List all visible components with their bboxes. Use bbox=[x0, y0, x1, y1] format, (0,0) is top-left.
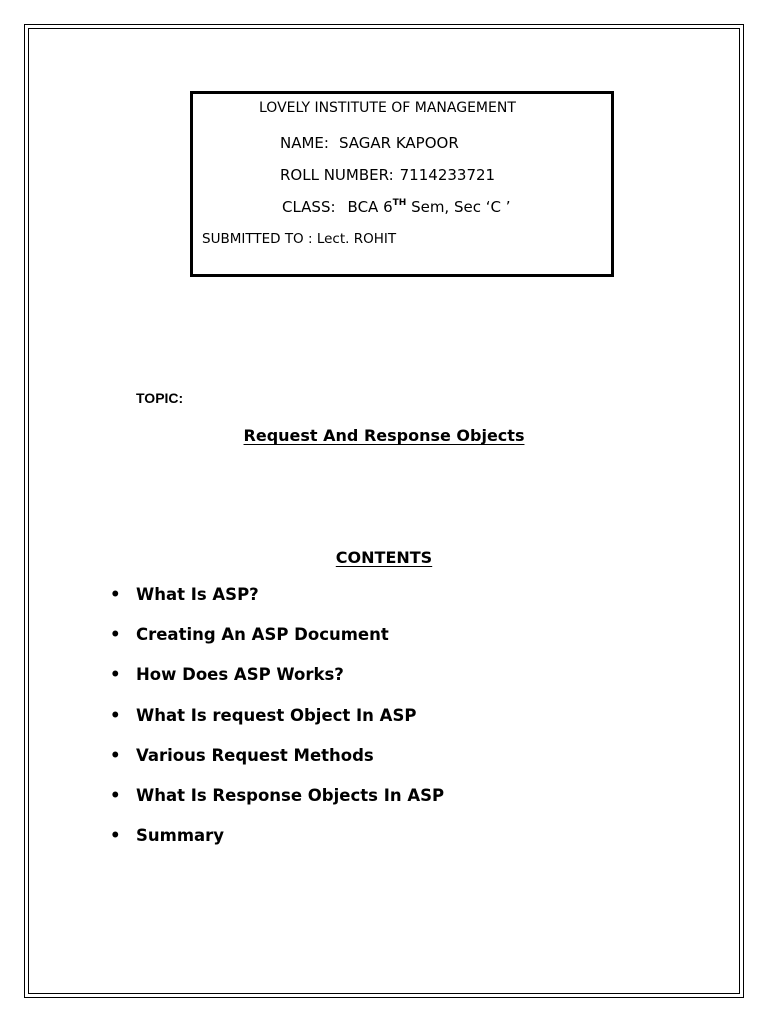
institute-name: LOVELY INSTITUTE OF MANAGEMENT bbox=[259, 100, 516, 116]
student-info-box bbox=[190, 91, 614, 277]
bullet-icon: • bbox=[110, 585, 121, 604]
roll-label: ROLL NUMBER: bbox=[280, 166, 394, 184]
roll-value: 7114233721 bbox=[399, 166, 496, 184]
class-line bbox=[282, 198, 511, 216]
roll-number-line bbox=[280, 166, 495, 184]
list-item-text: What Is Response Objects In ASP bbox=[136, 785, 445, 805]
class-value-suffix: Sem, Sec ‘C ’ bbox=[406, 198, 511, 216]
bullet-icon: • bbox=[110, 745, 121, 765]
bullet-icon: • bbox=[110, 785, 121, 805]
list-item-text: Summary bbox=[136, 826, 225, 846]
submitted-to: SUBMITTED TO : Lect. ROHIT bbox=[202, 231, 397, 247]
bullet-icon: • bbox=[110, 705, 121, 725]
class-value-prefix: BCA 6 bbox=[347, 198, 393, 216]
bullet-icon: • bbox=[110, 665, 121, 685]
contents-heading: CONTENTS bbox=[335, 548, 433, 567]
list-item-text: Various Request Methods bbox=[136, 745, 374, 765]
list-item-text: How Does ASP Works? bbox=[136, 665, 344, 685]
name-value: SAGAR KAPOOR bbox=[338, 134, 459, 152]
list-item-text: What Is ASP? bbox=[136, 585, 259, 604]
list-item-text: Creating An ASP Document bbox=[136, 625, 389, 645]
bullet-icon: • bbox=[110, 826, 121, 846]
name-label: NAME: bbox=[280, 134, 329, 152]
class-superscript: TH bbox=[392, 198, 407, 208]
student-name-line bbox=[280, 134, 459, 152]
list-item-text: What Is request Object In ASP bbox=[136, 705, 417, 725]
bullet-icon: • bbox=[110, 625, 121, 645]
topic-title: Request And Response Objects bbox=[243, 426, 525, 445]
class-label: CLASS: bbox=[282, 198, 336, 216]
topic-label: TOPIC: bbox=[136, 390, 184, 406]
